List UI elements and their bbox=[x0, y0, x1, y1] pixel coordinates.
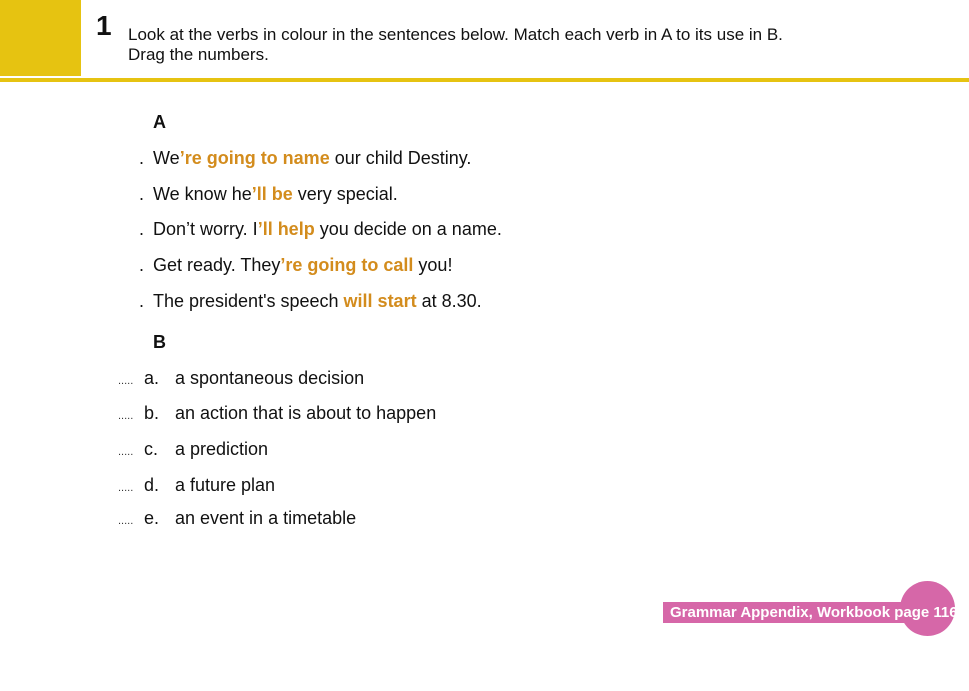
sentence-item[interactable] bbox=[139, 218, 502, 240]
sentence-text: you decide on a name. bbox=[314, 219, 502, 239]
section-b-heading: B bbox=[153, 332, 166, 352]
highlighted-verb: will start bbox=[343, 291, 417, 311]
sentence-text: The president's speech bbox=[153, 291, 344, 311]
number-drop-slot[interactable]: . bbox=[139, 148, 145, 168]
use-text: an event in a timetable bbox=[175, 508, 357, 528]
answer-drop-target[interactable]: ..... bbox=[118, 515, 134, 527]
use-text: a prediction bbox=[175, 439, 269, 459]
answer-drop-target[interactable]: ..... bbox=[118, 446, 134, 458]
sentence-text: Get ready. They bbox=[153, 255, 281, 275]
answer-drop-target[interactable]: ..... bbox=[118, 375, 134, 387]
use-text: a future plan bbox=[175, 475, 276, 495]
number-drop-slot[interactable]: . bbox=[139, 291, 145, 311]
sentence-text: you! bbox=[413, 255, 453, 275]
number-drop-slot[interactable]: . bbox=[139, 219, 145, 239]
sentence-text: Don’t worry. I bbox=[153, 219, 258, 239]
use-letter: b. bbox=[144, 403, 160, 423]
sentence-item[interactable] bbox=[139, 254, 452, 276]
header-color-block bbox=[0, 0, 81, 76]
sentence-item[interactable] bbox=[139, 183, 398, 205]
use-letter: c. bbox=[144, 439, 159, 459]
use-letter: d. bbox=[144, 475, 160, 495]
exercise-number: 1 bbox=[96, 10, 112, 41]
sentence-item[interactable] bbox=[139, 147, 471, 169]
grammar-reference-link[interactable]: Grammar Appendix, Workbook page 116 bbox=[670, 604, 958, 621]
number-drop-slot[interactable]: . bbox=[139, 184, 145, 204]
use-item bbox=[118, 438, 268, 460]
highlighted-verb: ’re going to name bbox=[179, 148, 330, 168]
use-item bbox=[118, 507, 356, 529]
sentence-text: at 8.30. bbox=[416, 291, 482, 311]
highlighted-verb: ’ll be bbox=[251, 184, 293, 204]
use-letter: e. bbox=[144, 508, 160, 528]
highlighted-verb: ’re going to call bbox=[280, 255, 414, 275]
answer-drop-target[interactable]: ..... bbox=[118, 410, 134, 422]
sentence-text: We bbox=[153, 148, 180, 168]
sentence-text: We know he bbox=[153, 184, 252, 204]
use-item bbox=[118, 367, 364, 389]
section-a-heading: A bbox=[153, 112, 166, 132]
exercise-instructions bbox=[128, 25, 888, 65]
instruction-line-2: Drag the numbers. bbox=[128, 45, 269, 64]
instruction-line-1: Look at the verbs in colour in the sentences below. Match each verb in A to its use in B. bbox=[128, 25, 783, 44]
highlighted-verb: ’ll help bbox=[257, 219, 315, 239]
use-letter: a. bbox=[144, 368, 160, 388]
header-rule bbox=[0, 78, 969, 82]
use-text: an action that is about to happen bbox=[175, 403, 437, 423]
sentence-item[interactable] bbox=[139, 290, 482, 312]
use-item bbox=[118, 402, 436, 424]
sentence-text: very special. bbox=[292, 184, 398, 204]
use-text: a spontaneous decision bbox=[175, 368, 365, 388]
use-item bbox=[118, 474, 275, 496]
answer-drop-target[interactable]: ..... bbox=[118, 482, 134, 494]
number-drop-slot[interactable]: . bbox=[139, 255, 145, 275]
sentence-text: our child Destiny. bbox=[329, 148, 472, 168]
